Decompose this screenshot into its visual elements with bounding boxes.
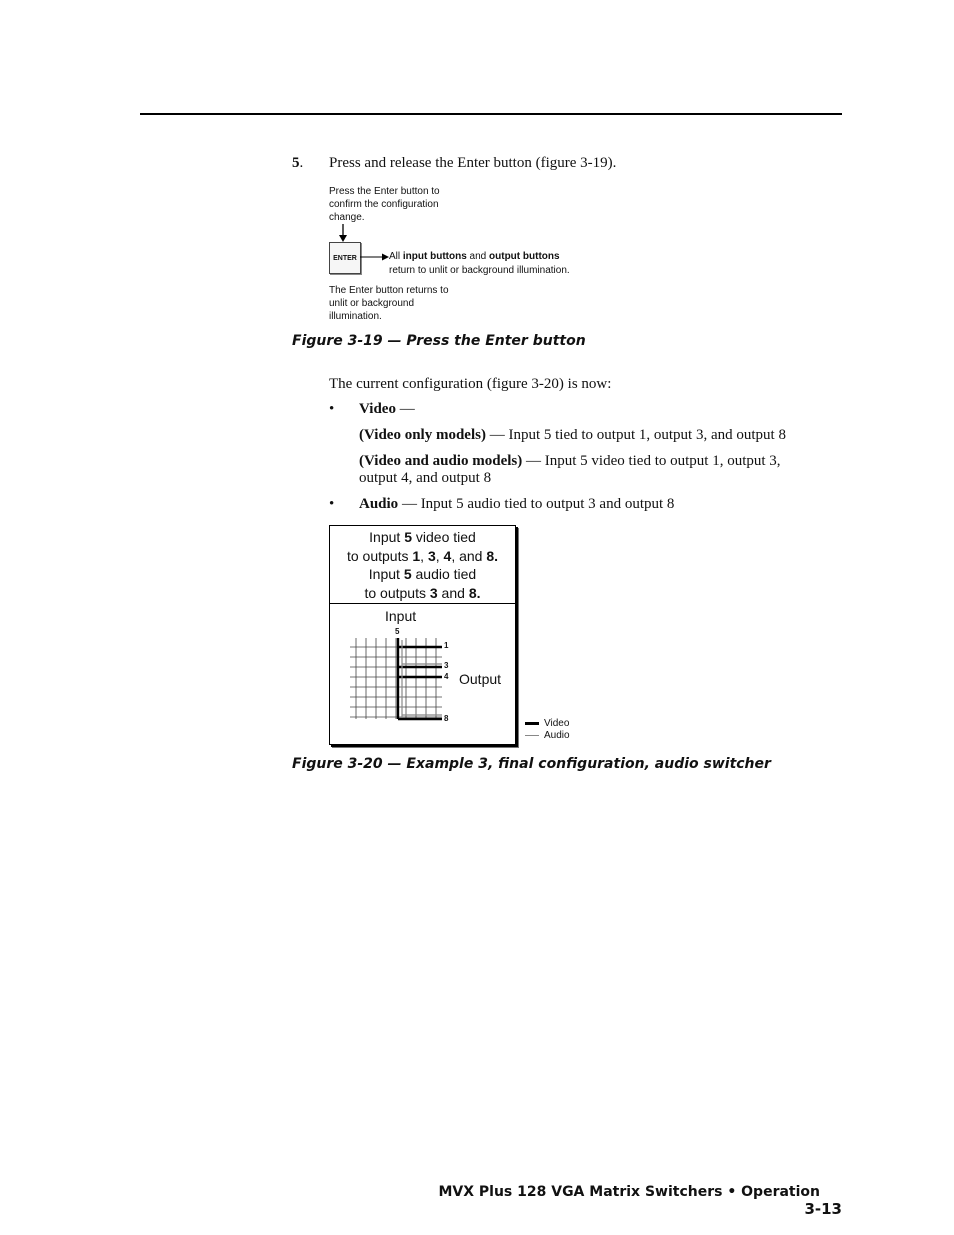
enter-side-text-2: return to unlit or background illumination.	[389, 265, 570, 276]
config-intro: The current configuration (figure 3-20) is now:	[329, 376, 612, 392]
output-number-4: 4	[444, 672, 449, 681]
audio-line: Audio — Input 5 audio tied to output 3 and output 8	[359, 496, 675, 512]
video-heading: Video —	[359, 401, 415, 417]
input-axis-label: Input	[385, 608, 417, 624]
output-number-1: 1	[444, 641, 449, 650]
configuration-summary: Input 5 video tied to outputs 1, 3, 4, and 8. Input 5 audio tied to outputs 3 and 8.	[330, 526, 515, 604]
right-arrow-icon	[360, 252, 390, 262]
enter-callout-bottom: The Enter button returns to unlit or background illumination.	[329, 285, 449, 322]
figure-20-caption: Figure 3-20 — Example 3, final configuration, audio switcher	[292, 756, 771, 772]
down-arrow-icon	[337, 224, 349, 243]
output-number-8: 8	[444, 714, 449, 723]
legend-video-swatch	[525, 722, 539, 725]
step-number: 5.	[292, 155, 304, 171]
tie-matrix-grid	[330, 526, 515, 744]
output-axis-label: Output	[459, 671, 502, 687]
input-number: 5	[395, 627, 400, 636]
enter-button[interactable]: ENTER	[329, 242, 361, 274]
footer-title: MVX Plus 128 VGA Matrix Switchers • Operation	[438, 1184, 820, 1200]
enter-side-text-1: All input buttons and output buttons	[389, 251, 560, 262]
bullet: •	[329, 401, 335, 417]
page-number: 3-13	[804, 1200, 842, 1218]
figure-19-caption: Figure 3-19 — Press the Enter button	[292, 333, 586, 349]
output-number-3: 3	[444, 661, 449, 670]
configuration-figure	[329, 525, 516, 745]
step-text: Press and release the Enter button (figure 3-19).	[329, 155, 617, 171]
header-rule	[140, 113, 842, 115]
video-audio-line-2: output 4, and output 8	[359, 470, 492, 486]
page-footer	[430, 1184, 842, 1218]
video-audio-line-1: (Video and audio models) — Input 5 video tied to output 1, output 3,	[359, 453, 781, 469]
legend-audio-label: Audio	[544, 730, 570, 741]
legend-audio-swatch	[525, 735, 539, 736]
bullet: •	[329, 496, 335, 512]
legend-video-label: Video	[544, 718, 570, 729]
video-only-line: (Video only models) — Input 5 tied to output 1, output 3, and output 8	[359, 427, 786, 443]
enter-callout-top: Press the Enter button to confirm the configuration change.	[329, 186, 440, 223]
